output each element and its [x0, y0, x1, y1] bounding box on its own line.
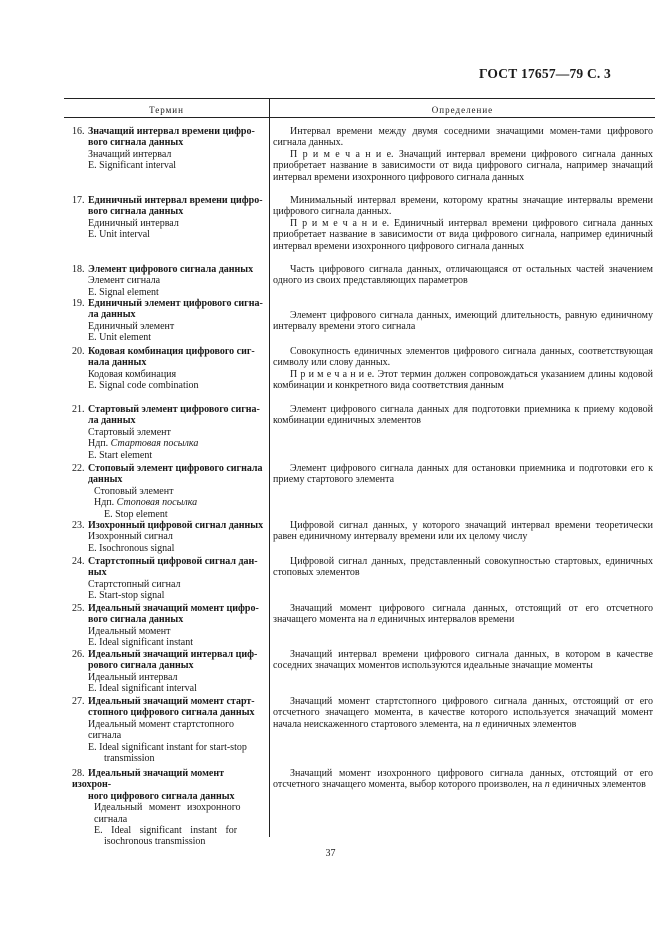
deprecated-term: Стартовая посылка	[110, 438, 199, 450]
term-entry-27	[72, 696, 265, 764]
term-name: Стартстопный цифровой сигнал дан-	[88, 556, 258, 567]
table-header-rule	[64, 117, 655, 118]
definition-28	[273, 768, 653, 791]
term-short: Кодовая комбинация	[88, 368, 177, 380]
definition-25	[273, 603, 653, 626]
column-divider	[269, 117, 270, 837]
term-short: Идеальный момент стартстопного	[88, 718, 234, 730]
term-number: 25.	[72, 603, 85, 614]
term-name: Идеальный значащий момент изохрон-	[72, 768, 224, 791]
deprecated-term: Стоповая посылка	[116, 497, 198, 509]
term-name-cont: ла данных	[88, 309, 136, 321]
definition-text: Цифровой сигнал данных, у которого значащий интервал времени теоретически равен единичному интервалу времени или их целому числу	[273, 520, 653, 543]
term-name: Единичный интервал времени цифро-	[88, 195, 263, 206]
term-deprecated	[72, 438, 265, 449]
term-english: E. Ideal significant instant	[88, 637, 193, 649]
term-deprecated	[72, 497, 265, 508]
term-english: E. Signal element	[88, 286, 159, 298]
definition-text: Элемент цифрового сигнала данных, имеющий длительность, равную единичному интервалу времени этого сигнала	[273, 310, 653, 333]
term-name-cont: вого сигнала данных	[88, 137, 184, 149]
definition-text: Элемент цифрового сигнала данных для остановки приемника и подготовки его к приему стартового элемента	[273, 463, 653, 486]
term-name-cont: нала данных	[88, 357, 147, 369]
term-english: E. Start-stop signal	[88, 590, 165, 602]
term-number: 19.	[72, 298, 85, 309]
term-english: E. Unit interval	[88, 229, 150, 241]
definition-18	[273, 264, 653, 287]
definition-note: П р и м е ч а н и е. Этот термин должен сопровождаться указанием длины кодовой комбинации и конкретного вида соответствия данным	[273, 368, 653, 392]
term-name: Стартовый элемент цифрового сигна-	[88, 404, 260, 415]
term-name: Идеальный значащий интервал циф-	[88, 649, 258, 660]
table-top-rule	[64, 98, 655, 99]
term-number: 28.	[72, 768, 85, 779]
definition-23	[273, 520, 653, 543]
term-name-cont: ного цифрового сигнала данных	[88, 790, 235, 802]
definition-text: Элемент цифрового сигнала данных для подготовки приемника к приему кодовой комбинации единичных элементов	[273, 404, 653, 427]
term-short: Единичный элемент	[88, 320, 175, 332]
term-short: Стоповый элемент	[94, 485, 174, 497]
term-entry-25	[72, 603, 265, 649]
term-english-cont: isochronous transmission	[104, 836, 206, 848]
column-header-term: Термин	[149, 105, 184, 115]
term-name: Значащий интервал времени цифро-	[88, 126, 255, 137]
term-name-cont: ных	[88, 567, 107, 579]
term-number: 18.	[72, 264, 85, 275]
term-english: E. Unit element	[88, 332, 152, 344]
term-name-cont: вого сигнала данных	[88, 206, 184, 218]
term-short: Идеальный интервал	[88, 671, 178, 683]
definition-text: Значащий момент цифрового сигнала данных, отстоящий от его отсчетного значащего момента на n единичных интервалов времени	[273, 603, 653, 626]
definition-text: Интервал времени между двумя соседними значащими момен-тами цифрового сигнала данных.	[273, 126, 653, 149]
term-short: Идеальный момент	[88, 625, 171, 637]
deprecated-label: Ндп.	[94, 497, 115, 509]
term-entry-26	[72, 649, 265, 695]
term-entry-23	[72, 520, 265, 554]
term-entry-24	[72, 556, 265, 602]
column-header-definition: Определение	[431, 105, 494, 115]
term-english: E. Significant interval	[88, 160, 177, 172]
term-number: 26.	[72, 649, 85, 660]
term-short-cont: сигнала	[88, 730, 122, 742]
definition-text: Значащий момент изохронного цифрового сигнала данных, отстоящий от его отсчетного значащего момента, выбор которого произволен, на n единичных элементов	[273, 768, 653, 791]
term-entry-28	[72, 768, 265, 848]
deprecated-label: Ндп.	[88, 438, 109, 450]
term-number: 23.	[72, 520, 85, 531]
term-short: Изохронный сигнал	[88, 531, 173, 543]
term-entry-21	[72, 404, 265, 461]
page-number: 37	[325, 848, 336, 859]
term-entry-16	[72, 126, 265, 172]
term-short: Элемент сигнала	[88, 275, 161, 287]
term-short: Идеальный момент изохронного	[94, 802, 241, 814]
definition-text: Цифровой сигнал данных, представленный совокупностью стартовых, единичных стоповых элементов	[273, 556, 653, 579]
term-english: E. Start element	[88, 449, 153, 461]
term-entry-22	[72, 463, 265, 520]
definition-21	[273, 404, 653, 427]
definition-text: Значащий момент стартстопного цифрового сигнала данных, отстоящий от его отсчетного значащего момента, в качестве которого используется значащий момент начала неискаженного стартового элемента, на n единичных элементов	[273, 696, 653, 730]
definition-26	[273, 649, 653, 672]
term-name: Идеальный значащий момент старт-	[88, 696, 255, 707]
definition-19	[273, 310, 653, 333]
term-entry-19	[72, 298, 265, 344]
term-english: E. Ideal significant interval	[88, 683, 197, 695]
term-name: Единичный элемент цифрового сигна-	[88, 298, 263, 309]
term-entry-17	[72, 195, 265, 241]
term-short: Стартовый элемент	[88, 426, 171, 438]
definition-text: Часть цифрового сигнала данных, отличающаяся от остальных частей значением одного из своих представляющих параметров	[273, 264, 653, 287]
definition-20	[273, 346, 653, 392]
definition-note: П р и м е ч а н и е. Единичный интервал времени цифрового сигнала данных приобретает название в зависимости от вида цифрового сигнала, например единичный интервал времени изохронного цифрового сигнала данных	[273, 217, 653, 252]
term-english: E. Ideal significant instant for	[94, 825, 238, 837]
term-name-cont: вого сигнала данных	[88, 614, 184, 626]
definition-22	[273, 463, 653, 486]
definition-text: Минимальный интервал времени, которому кратны значащие интервалы времени цифрового сигнала данных.	[273, 195, 653, 218]
term-english: E. Stop element	[104, 508, 168, 520]
term-number: 20.	[72, 346, 85, 357]
term-name: Элемент цифрового сигнала данных	[88, 264, 254, 275]
term-number: 27.	[72, 696, 85, 707]
term-number: 16.	[72, 126, 85, 137]
definition-16	[273, 126, 653, 183]
term-name: Идеальный значащий момент цифро-	[88, 603, 259, 614]
term-short: Стартстопный сигнал	[88, 578, 181, 590]
term-name-cont: данных	[88, 474, 123, 486]
term-short: Единичный интервал	[88, 217, 179, 229]
term-number: 17.	[72, 195, 85, 206]
definition-text: Значащий интервал времени цифрового сигнала данных, в котором в качестве соседних значащих моментов используются идеальные значащие моменты	[273, 649, 653, 672]
term-name-cont: рового сигнала данных	[88, 660, 194, 672]
term-name: Изохронный цифровой сигнал данных	[88, 520, 264, 531]
page-header: ГОСТ 17657—79 С. 3	[478, 66, 611, 81]
definition-24	[273, 556, 653, 579]
term-name-cont: ла данных	[88, 415, 136, 427]
term-name: Стоповый элемент цифрового сигнала	[88, 463, 263, 474]
term-english: E. Ideal significant instant for start-stop	[88, 741, 247, 753]
term-number: 24.	[72, 556, 85, 567]
term-number: 21.	[72, 404, 85, 415]
term-entry-20	[72, 346, 265, 392]
definition-text: Совокупность единичных элементов цифрового сигнала данных, соответствующая символу или слову данных.	[273, 346, 653, 369]
term-short-cont: сигнала	[94, 813, 128, 825]
term-name-cont: стопного цифрового сигнала данных	[88, 707, 255, 719]
definition-17	[273, 195, 653, 252]
term-number: 22.	[72, 463, 85, 474]
term-english: E. Signal code combination	[88, 380, 199, 392]
definition-27	[273, 696, 653, 730]
term-english-cont: transmission	[104, 753, 155, 765]
definition-note: П р и м е ч а н и е. Значащий интервал времени цифрового сигнала данных приобретает название в зависимости от вида цифрового сигнала, например значащий интервал времени изохронного цифрового сигнала данных	[273, 148, 653, 183]
term-short: Значащий интервал	[88, 148, 172, 160]
term-name: Кодовая комбинация цифрового сиг-	[88, 346, 255, 357]
term-entry-18	[72, 264, 265, 298]
term-english: E. Isochronous signal	[88, 542, 175, 554]
